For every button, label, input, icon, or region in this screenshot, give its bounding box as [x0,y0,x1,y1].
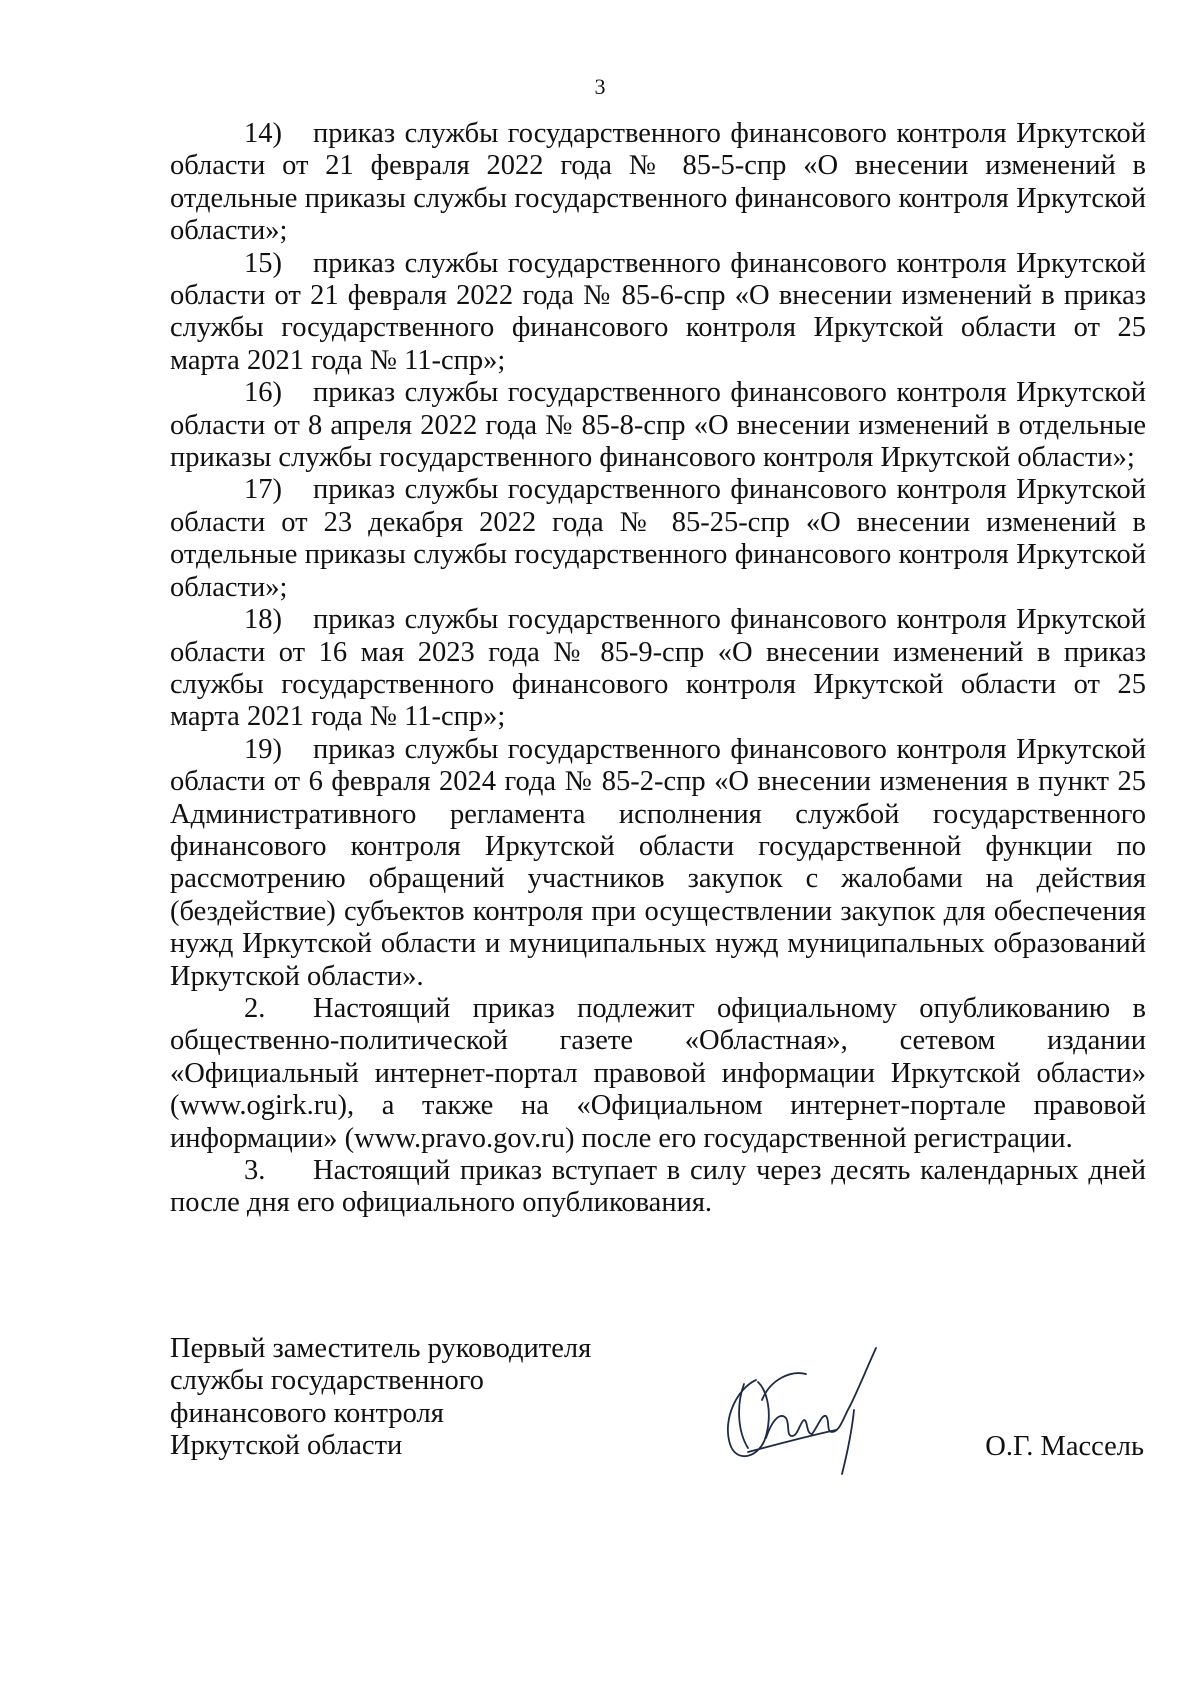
clause-text: Настоящий приказ подлежит официальному опубликованию в общественно-политической газете «Областная», сетевом издании «Официальный интернет-портал правовой информации Иркутской области» (www.ogirk.ru), а также на «Официальном интернет-портале правовой информации» (www.pravo.gov.ru) после его государственной регистрации. [170,992,1146,1154]
item-number: 15) [244,247,282,279]
item-text: приказ службы государственного финансового контроля Иркутской области от 16 мая 2023 года № 85-9-спр «О внесении изменений в приказ службы государственного финансового контроля Иркутской области от 25 марта 2021 года № 11-спр»; [170,604,1146,733]
list-item [170,248,1146,378]
position-line: Первый заместитель руководителя [170,1333,592,1364]
item-number: 19) [244,733,282,765]
position-line: Иркутской области [170,1430,403,1462]
signatory-position [170,1333,591,1463]
list-item [170,604,1146,734]
item-number: 16) [244,377,282,409]
page-number: 3 [594,74,606,99]
document-body [170,118,1146,1220]
handwritten-signature [708,1340,898,1480]
signatory-name: О.Г. Массель [985,1431,1144,1462]
clause-text: Настоящий приказ вступает в силу через десять календарных дней после дня его официального опубликования. [170,1155,1146,1219]
item-text: приказ службы государственного финансового контроля Иркутской области от 8 апреля 2022 года № 85-8-спр «О внесении изменений в отдельные приказы службы государственного финансового контроля Иркутской области»; [170,377,1146,474]
list-item [170,377,1146,474]
item-text: приказ службы государственного финансового контроля Иркутской области от 21 февраля 2022 года № 85-6-спр «О внесении изменений в приказ службы государственного финансового контроля Иркутской области от 25 марта 2021 года № 11-спр»; [170,247,1146,376]
item-number: 17) [244,474,282,506]
list-item [170,474,1146,604]
item-text: приказ службы государственного финансового контроля Иркутской области от 21 февраля 2022 года № 85-5-спр «О внесении изменений в отдельные приказы службы государственного финансового контроля Иркутской области»; [170,118,1146,247]
position-line: службы государственного [170,1365,484,1397]
clause-number: 3. [244,1155,266,1186]
item-text: приказ службы государственного финансового контроля Иркутской области от 6 февраля 2024 года № 85-2-спр «О внесении изменения в пункт 25 Административного регламента исполнения службой государственного финансового контроля Иркутской области государственной функции по рассмотрению обращений участников закупок с жалобами на действия (бездействие) субъектов контроля при осуществлении закупок для обеспечения нужд Иркутской области и муниципальных нужд муниципальных образований Иркутской области». [170,733,1146,992]
list-item [170,118,1146,248]
clause [170,1155,1146,1220]
clause-number: 2. [244,992,266,1024]
position-line: финансового контроля [170,1397,444,1429]
item-number: 14) [244,118,282,149]
item-text: приказ службы государственного финансового контроля Иркутской области от 23 декабря 2022 года № 85-25-спр «О внесении изменений в отдельные приказы службы государственного финансового контроля Иркутской области»; [170,474,1146,603]
clause [170,993,1146,1155]
list-item [170,734,1146,993]
item-number: 18) [244,604,282,636]
